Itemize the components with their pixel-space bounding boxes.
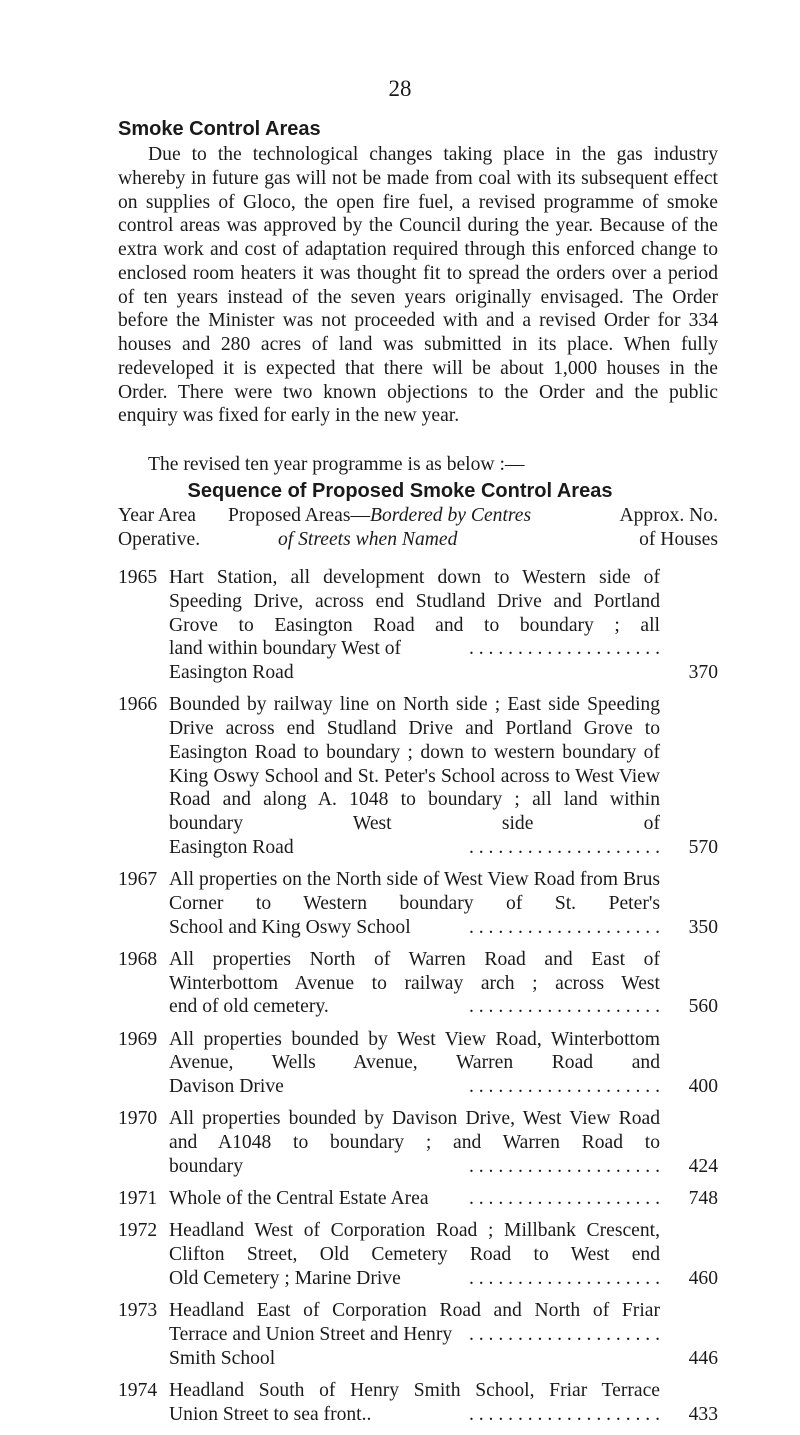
table-row — [118, 566, 718, 685]
table-row — [118, 1379, 718, 1427]
dot-leader: . . . . . . . . . . . . . . . . . . . . — [468, 836, 660, 858]
area-column-header-line1: Proposed Areas—Bordered by Centres — [228, 505, 532, 526]
sequence-title: Sequence of Proposed Smoke Control Areas — [187, 480, 613, 502]
entry-description — [169, 948, 660, 1019]
entry-year: 1965 — [118, 567, 158, 588]
entry-year: 1971 — [118, 1188, 158, 1209]
table-row — [118, 693, 718, 859]
dot-leader: . . . . . . . . . . . . . . . . . . . . — [468, 1267, 660, 1289]
entry-text: Bounded by railway line on North side ; East side Speeding Drive across end Studland Drive and Portland Grove to Easington Road to boundary ; down to western boundary of King Oswy School and St. Peter's School across to West View Road and along A. 1048 to boundary ; all land within boundary West side of — [169, 694, 660, 834]
entry-description — [169, 1187, 660, 1211]
entry-last-line: Davison Drive — [169, 1076, 284, 1097]
entry-text: Hart Station, all development down to Western side of Speeding Drive, across end Studland Drive and Portland Grove to Easington Road and to boundary ; all — [169, 567, 660, 636]
entry-last-line: Union Street to sea front.. — [169, 1403, 372, 1425]
entry-year: 1973 — [118, 1300, 158, 1321]
entry-text: Headland West of Corporation Road ; Millbank Crescent, Clifton Street, Old Cemetery Road to West end — [169, 1220, 660, 1265]
table-row — [118, 1219, 718, 1290]
entry-last-line: Old Cemetery ; Marine Drive — [169, 1267, 401, 1289]
entry-year: 1969 — [118, 1028, 158, 1050]
entry-text: Headland East of Corporation Road and North of Friar — [169, 1300, 660, 1321]
intro-paragraph: Due to the technological changes taking place in the gas industry whereby in future gas will not be made from coal with its subsequent effect on supplies of Gloco, the open fire fuel, a revised programme of smoke control areas was approved by the Council during the year. Because of the extra work and cost of adaptation required through this enforced change to enclosed room heaters it was thought fit to spread the orders over a period of ten years instead of the seven years originally envisaged. The Order before the Minister was not proceeded with and a revised Order for 334 houses and 280 acres of land was submitted in its place. When fully redeveloped it is expected that there will be about 1,000 houses in the Order. There were two known objections to the Order and the public enquiry was fixed for early in the new year. — [118, 144, 718, 427]
entry-year: 1972 — [118, 1220, 158, 1242]
dot-leader: . . . . . . . . . . . . . . . . . . . . — [468, 916, 660, 938]
table-row — [118, 1187, 718, 1211]
entry-text: Headland South of Henry Smith School, Friar Terrace — [169, 1379, 660, 1401]
area-column-header-line2: of Streets when Named — [278, 529, 458, 550]
entry-year: 1967 — [118, 869, 158, 890]
entry-description — [169, 1299, 660, 1370]
entry-last-line: Whole of the Central Estate Area — [169, 1188, 429, 1209]
entry-houses: 350 — [688, 916, 718, 938]
entry-last-line: boundary — [169, 1155, 244, 1177]
entry-houses: 400 — [688, 1076, 718, 1097]
entry-houses: 424 — [688, 1155, 718, 1177]
entry-description — [169, 868, 660, 939]
entry-last-line: land within boundary West of Easington Road — [169, 638, 402, 683]
dot-leader: . . . . . . . . . . . . . . . . . . . . — [468, 1403, 660, 1425]
dot-leader: . . . . . . . . . . . . . . . . . . . . — [468, 996, 660, 1018]
entry-year: 1968 — [118, 948, 158, 970]
entry-text: All properties bounded by West View Road, Winterbottom Avenue, Wells Avenue, Warren Road and — [169, 1028, 660, 1074]
entry-last-line: Terrace and Union Street and Henry Smith School — [169, 1323, 453, 1369]
table-row — [118, 1299, 718, 1370]
table-row — [118, 868, 718, 939]
entry-description — [169, 1107, 660, 1178]
table-row — [118, 1107, 718, 1178]
entry-houses: 446 — [688, 1347, 718, 1369]
entry-houses: 370 — [688, 662, 718, 683]
dot-leader: . . . . . . . . . . . . . . . . . . . . — [468, 638, 660, 660]
programme-table — [118, 566, 718, 1435]
entry-houses: 433 — [688, 1403, 718, 1425]
entry-text: All properties bounded by Davison Drive, West View Road and A1048 to boundary ; and Warren Road to — [169, 1108, 660, 1153]
entry-last-line: School and King Oswy School — [169, 916, 411, 938]
entry-description — [169, 566, 660, 685]
section-title: Smoke Control Areas — [118, 118, 321, 140]
entry-last-line: end of old cemetery. — [169, 996, 329, 1018]
entry-houses: 460 — [688, 1267, 718, 1289]
entry-last-line: Easington Road — [169, 836, 294, 858]
entry-description — [169, 1379, 660, 1427]
dot-leader: . . . . . . . . . . . . . . . . . . . . — [468, 1155, 660, 1177]
entry-description — [169, 1028, 660, 1099]
entry-year: 1974 — [118, 1379, 158, 1401]
entry-text: All properties North of Warren Road and East of Winterbottom Avenue to railway arch ; across West — [169, 948, 660, 994]
entry-year: 1970 — [118, 1108, 158, 1130]
dot-leader: . . . . . . . . . . . . . . . . . . . . — [468, 1188, 660, 1209]
table-row — [118, 1028, 718, 1099]
entry-houses: 570 — [688, 836, 718, 858]
entry-year: 1966 — [118, 694, 158, 716]
entry-description — [169, 1219, 660, 1290]
programme-intro: The revised ten year programme is as below :— — [148, 454, 525, 475]
houses-column-header: Approx. No. of Houses — [619, 505, 718, 550]
entry-houses: 560 — [688, 996, 718, 1018]
dot-leader: . . . . . . . . . . . . . . . . . . . . — [468, 1323, 660, 1345]
entry-description — [169, 693, 660, 859]
dot-leader: . . . . . . . . . . . . . . . . . . . . — [468, 1076, 660, 1097]
table-row — [118, 948, 718, 1019]
page-number: 28 — [388, 76, 412, 101]
entry-houses: 748 — [688, 1188, 718, 1209]
year-column-header: Year Area Operative. — [118, 505, 201, 550]
entry-text: All properties on the North side of West View Road from Brus Corner to Western boundary of St. Peter's — [169, 869, 660, 914]
